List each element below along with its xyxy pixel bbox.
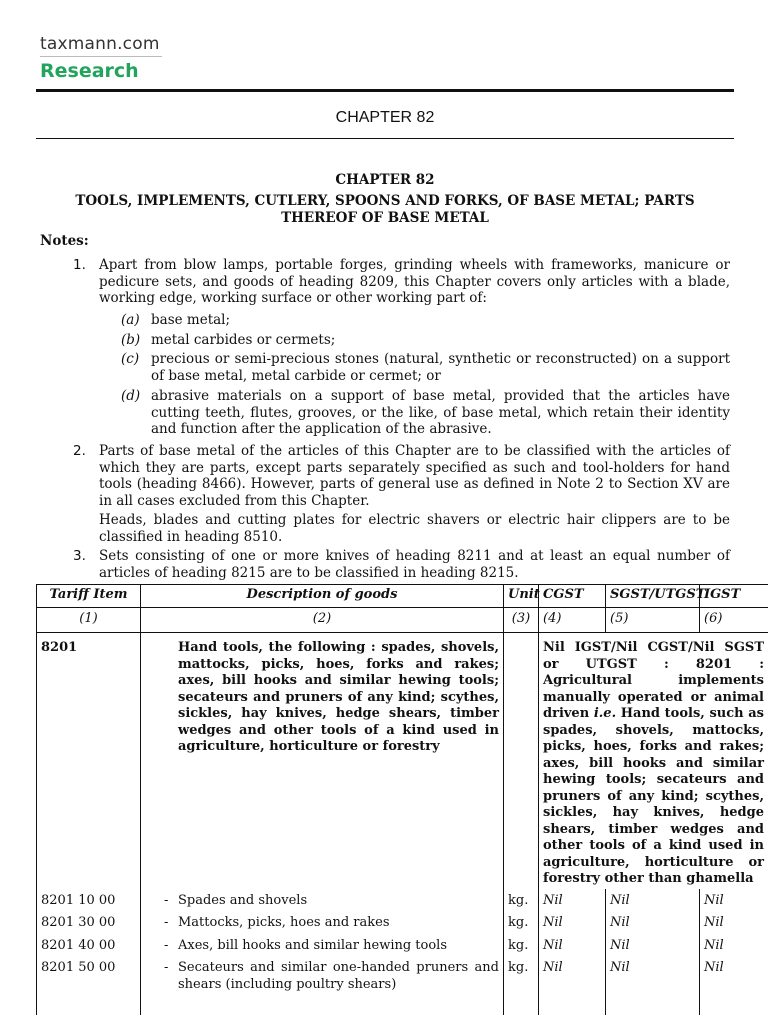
- column-number: (2): [141, 608, 504, 633]
- sgst-cell: Nil: [606, 910, 700, 933]
- column-number: (6): [700, 608, 768, 633]
- unit-cell: kg.: [504, 933, 539, 956]
- igst-cell: Nil: [700, 910, 768, 933]
- row-dash: -: [164, 892, 169, 908]
- column-header: Description of goods: [141, 585, 504, 608]
- chapter-subtitle: TOOLS, IMPLEMENTS, CUTLERY, SPOONS AND FORKS, OF BASE METAL; PARTS THEREOF OF BASE METAL: [75, 193, 695, 226]
- unit-cell: kg.: [504, 889, 539, 911]
- sub-note-label: (d): [121, 388, 141, 404]
- header-rule-thin: [36, 138, 734, 139]
- igst-cell: Nil: [700, 889, 768, 911]
- row-dash: -: [164, 915, 169, 930]
- unit-cell: kg.: [504, 910, 539, 933]
- notes-heading: Notes:: [40, 233, 89, 249]
- taxmann-logo[interactable]: [40, 34, 162, 82]
- logo-research-label: Research: [40, 60, 139, 82]
- tariff-item: 8201 50 00: [37, 955, 141, 1015]
- unit-cell: kg.: [504, 955, 539, 1015]
- row-description: [141, 889, 504, 911]
- row-dash: -: [164, 960, 169, 975]
- table-header-row: [37, 585, 768, 608]
- heading-description: Hand tools, the following : spades, shovels, mattocks, picks, hoes, forks and rakes; axes, bill hooks and similar hewing tools; secateurs and pruners of any kind; scythes, sickles, hay knives, hedge shears, timber wedges and other tools of a kind used in agriculture, horticulture or forestry: [141, 633, 504, 889]
- sub-note-text: base metal;: [151, 312, 231, 328]
- note-text: Apart from blow lamps, portable forges, grinding wheels with frameworks, manicure or pedicure sets, and goods of heading 8209, this Chapter covers only articles with a blade, working edge, working surface or other working part of:: [99, 257, 730, 306]
- sgst-cell: Nil: [606, 933, 700, 956]
- table-row: [37, 955, 768, 1015]
- tariff-table: [36, 584, 768, 1015]
- row-description: [141, 910, 504, 933]
- igst-cell: Nil: [700, 933, 768, 956]
- row-dash: -: [164, 937, 169, 953]
- igst-cell: Nil: [700, 955, 768, 1015]
- tariff-item: 8201 40 00: [37, 933, 141, 956]
- running-head: CHAPTER 82: [335, 109, 435, 126]
- row-description-text: Spades and shovels: [178, 892, 308, 908]
- sub-note-label: (a): [121, 312, 140, 328]
- unit-cell: [504, 633, 539, 889]
- table-row: [37, 889, 768, 911]
- sub-note-text: precious or semi-precious stones (natural, synthetic or reconstructed) on a support of base metal, metal carbide or cermet; or: [151, 351, 730, 384]
- chapter-title: CHAPTER 82: [335, 172, 435, 188]
- column-header: Tariff Item: [37, 585, 141, 608]
- row-description: [141, 933, 504, 956]
- tariff-item: 8201 30 00: [37, 910, 141, 933]
- sub-note-text: metal carbides or cermets;: [151, 332, 336, 348]
- logo-divider: [40, 56, 162, 57]
- column-number: (1): [37, 608, 141, 633]
- note-text: Sets consisting of one or more knives of heading 8211 and at least an equal number of articles of heading 8215 are to be classified in heading 8215.: [99, 548, 730, 581]
- row-description: [141, 955, 504, 1015]
- note-text: Parts of base metal of the articles of this Chapter are to be classified with the articles of which they are parts, except parts separately specified as such and tool-holders for hand tools (heading 8466). However, parts of general use as defined in Note 2 to Section XV are in all cases excluded from this Chapter.: [99, 443, 730, 509]
- sub-note-text: abrasive materials on a support of base metal, provided that the articles have cutting teeth, flutes, grooves, or the like, of base metal, which retain their identity and function after the application of the abrasive.: [151, 388, 730, 437]
- tariff-item: 8201: [37, 633, 141, 889]
- column-header: CGST: [539, 585, 606, 608]
- note-number: 2.: [73, 443, 86, 459]
- column-header: Unit: [504, 585, 539, 608]
- cgst-cell: Nil: [539, 955, 606, 1015]
- column-number: (3): [504, 608, 539, 633]
- sgst-cell: Nil: [606, 889, 700, 911]
- column-number-row: [37, 608, 768, 633]
- cgst-cell: Nil: [539, 910, 606, 933]
- tariff-item: 8201 10 00: [37, 889, 141, 911]
- column-number: (4): [539, 608, 606, 633]
- sub-note-label: (b): [121, 332, 141, 348]
- column-header: SGST/UTGST: [606, 585, 700, 608]
- note-text-continued: Heads, blades and cutting plates for electric shavers or electric hair clippers are to be classified in heading 8510.: [99, 512, 730, 545]
- note-number: 1.: [73, 257, 86, 273]
- cgst-cell: Nil: [539, 889, 606, 911]
- rate-note-abbrev: i.e.: [593, 706, 617, 721]
- rate-note-part: Hand tools, such as spades, shovels, mattocks, picks, hoes, forks and rakes; axes, bill hooks and similar hewing tools; secateurs and pruners of any kind; scythes, sickles, hay knives, hedge shears, timber wedges and other tools of a kind used in agriculture, horticulture or forestry other than ghamella: [543, 706, 764, 886]
- note-number: 3.: [73, 548, 86, 564]
- logo-wordmark: taxmann.com: [40, 34, 160, 54]
- table-row: [37, 933, 768, 956]
- header-rule: [36, 89, 734, 92]
- column-number: (5): [606, 608, 700, 633]
- heading-row: [37, 633, 768, 889]
- row-description-text: Axes, bill hooks and similar hewing tools: [178, 937, 448, 953]
- table-row: [37, 910, 768, 933]
- sgst-cell: Nil: [606, 955, 700, 1015]
- row-description-text: Secateurs and similar one-handed pruners and shears (including poultry shears): [178, 960, 499, 992]
- column-header: IGST: [700, 585, 768, 608]
- rate-note-part: Nil IGST/Nil CGST/Nil SGST or UTGST : 8201 : Agricultural implements manually operated or animal driven: [543, 640, 764, 721]
- cgst-cell: Nil: [539, 933, 606, 956]
- rate-note: [539, 633, 768, 889]
- row-description-text: Mattocks, picks, hoes and rakes: [178, 915, 390, 930]
- sub-note-label: (c): [121, 351, 140, 367]
